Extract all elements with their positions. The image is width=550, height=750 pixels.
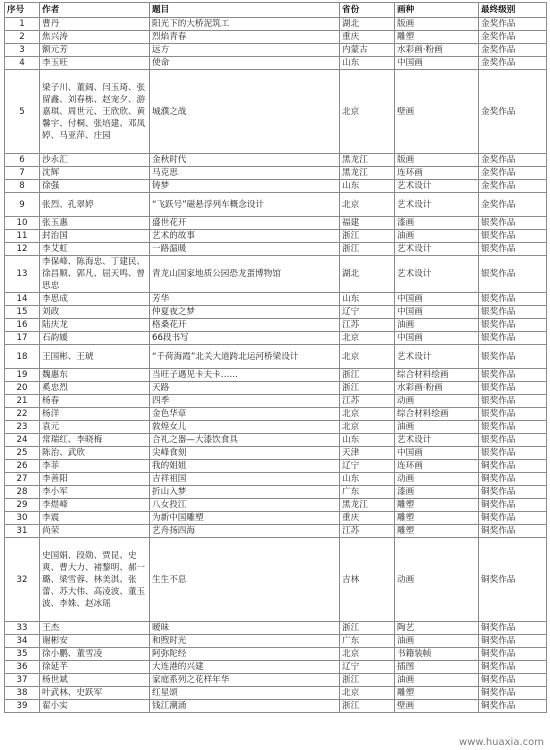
table-row [5, 332, 547, 345]
cell-title: 四季 [150, 395, 340, 408]
cell-medium: 综合材料绘画 [395, 369, 479, 382]
cell-author: 叶武林、史跃军 [40, 687, 150, 700]
cell-level: 金奖作品 [479, 154, 547, 167]
cell-province: 山东 [340, 293, 395, 306]
cell-author: 奚忠烈 [40, 382, 150, 395]
cell-medium: 动画 [395, 538, 479, 622]
cell-province: 广东 [340, 486, 395, 499]
table-row [5, 538, 547, 622]
cell-author: 李思成 [40, 293, 150, 306]
cell-title: 金色华章 [150, 408, 340, 421]
cell-medium: 艺术设计 [395, 345, 479, 369]
cell-title: 生生不息 [150, 538, 340, 622]
table-row [5, 421, 547, 434]
cell-medium: 艺术设计 [395, 256, 479, 293]
cell-level: 铜奖作品 [479, 525, 547, 538]
cell-province: 北京 [340, 687, 395, 700]
cell-title: 烈焰青春 [150, 31, 340, 44]
cell-no: 33 [5, 622, 40, 635]
cell-medium: 油画 [395, 635, 479, 648]
cell-title: 暧昧 [150, 622, 340, 635]
cell-author: 李艾虹 [40, 243, 150, 256]
cell-province: 湖北 [340, 256, 395, 293]
cell-no: 8 [5, 180, 40, 193]
cell-medium: 中国画 [395, 306, 479, 319]
cell-author: 刘政 [40, 306, 150, 319]
table-header [5, 3, 547, 18]
cell-province: 北京 [340, 408, 395, 421]
table-row [5, 447, 547, 460]
cell-level: 铜奖作品 [479, 622, 547, 635]
cell-medium: 漆画 [395, 486, 479, 499]
cell-no: 25 [5, 447, 40, 460]
cell-title: 吉祥祖国 [150, 473, 340, 486]
cell-level: 铜奖作品 [479, 648, 547, 661]
cell-medium: 油画 [395, 319, 479, 332]
cell-province: 浙江 [340, 700, 395, 713]
cell-level: 银奖作品 [479, 306, 547, 319]
cell-author: 王国彬、王琥 [40, 345, 150, 369]
cell-author: 沈辉 [40, 167, 150, 180]
cell-no: 17 [5, 332, 40, 345]
cell-no: 26 [5, 460, 40, 473]
cell-title: “飞跃号”磁悬浮列车概念设计 [150, 193, 340, 217]
table-row [5, 408, 547, 421]
table-row [5, 648, 547, 661]
cell-medium: 中国画 [395, 293, 479, 306]
cell-title: 为新中国雕塑 [150, 512, 340, 525]
table-row [5, 486, 547, 499]
cell-province: 北京 [340, 70, 395, 154]
cell-no: 6 [5, 154, 40, 167]
cell-medium: 连环画 [395, 460, 479, 473]
cell-level: 银奖作品 [479, 319, 547, 332]
cell-medium: 综合材料绘画 [395, 408, 479, 421]
cell-medium: 艺术设计 [395, 434, 479, 447]
cell-author: 李保峰、陈海忠、丁建民、徐昌顺、郭凡、屈天鸣、曾思忠 [40, 256, 150, 293]
cell-province: 重庆 [340, 31, 395, 44]
cell-province: 浙江 [340, 674, 395, 687]
cell-no: 39 [5, 700, 40, 713]
cell-title: 八女投江 [150, 499, 340, 512]
cell-province: 山东 [340, 57, 395, 70]
watermark: www.huaxia.com [459, 737, 544, 748]
cell-title: 仲夏夜之梦 [150, 306, 340, 319]
cell-level: 银奖作品 [479, 230, 547, 243]
table-row [5, 687, 547, 700]
table-row [5, 674, 547, 687]
cell-author: 张玉惠 [40, 217, 150, 230]
cell-title: 合礼之器—大漆饮食具 [150, 434, 340, 447]
cell-author: 魏惠东 [40, 369, 150, 382]
cell-author: 梁子川、董阔、闫玉琦、张留鑫、刘春栋、赵宠夕、游嘉琪、周世元、王欣欣、黄馨宇、付桐、张培建、邓凤婷、马亚萍、庄园 [40, 70, 150, 154]
cell-medium: 漆画 [395, 217, 479, 230]
table-row [5, 243, 547, 256]
cell-medium: 中国画 [395, 57, 479, 70]
cell-province: 北京 [340, 193, 395, 217]
cell-province: 山东 [340, 434, 395, 447]
cell-province: 黑龙江 [340, 499, 395, 512]
cell-no: 21 [5, 395, 40, 408]
cell-province: 黑龙江 [340, 167, 395, 180]
table-row [5, 217, 547, 230]
table-row [5, 395, 547, 408]
header-title: 题目 [150, 3, 340, 18]
cell-no: 18 [5, 345, 40, 369]
cell-level: 铜奖作品 [479, 486, 547, 499]
cell-medium: 雕塑 [395, 31, 479, 44]
cell-title: 敦煌女儿 [150, 421, 340, 434]
table-row [5, 230, 547, 243]
cell-no: 15 [5, 306, 40, 319]
cell-title: 钱江潮涌 [150, 700, 340, 713]
cell-province: 吉林 [340, 538, 395, 622]
cell-author: 袁元 [40, 421, 150, 434]
cell-author: 李善阳 [40, 473, 150, 486]
cell-province: 浙江 [340, 243, 395, 256]
award-table [4, 2, 547, 713]
cell-level: 金奖作品 [479, 167, 547, 180]
cell-no: 16 [5, 319, 40, 332]
cell-province: 重庆 [340, 512, 395, 525]
cell-level: 银奖作品 [479, 382, 547, 395]
cell-author: 额元芳 [40, 44, 150, 57]
cell-title: 盛世花开 [150, 217, 340, 230]
cell-medium: 连环画 [395, 167, 479, 180]
cell-medium: 油画 [395, 421, 479, 434]
cell-level: 金奖作品 [479, 193, 547, 217]
table-row [5, 256, 547, 293]
cell-no: 12 [5, 243, 40, 256]
cell-province: 天津 [340, 447, 395, 460]
cell-author: 杨世斌 [40, 674, 150, 687]
cell-medium: 陶艺 [395, 622, 479, 635]
cell-medium: 动画 [395, 395, 479, 408]
cell-medium: 壁画 [395, 700, 479, 713]
cell-medium: 艺术设计 [395, 193, 479, 217]
cell-no: 1 [5, 18, 40, 31]
cell-no: 36 [5, 661, 40, 674]
cell-title: 铸梦 [150, 180, 340, 193]
cell-title: 金秋时代 [150, 154, 340, 167]
cell-province: 江苏 [340, 319, 395, 332]
cell-author: 徐延芊 [40, 661, 150, 674]
table-row [5, 473, 547, 486]
cell-level: 铜奖作品 [479, 473, 547, 486]
table-row [5, 167, 547, 180]
cell-title: 芳华 [150, 293, 340, 306]
cell-level: 铜奖作品 [479, 687, 547, 700]
table-row [5, 18, 547, 31]
table-row [5, 382, 547, 395]
cell-province: 浙江 [340, 369, 395, 382]
table-row [5, 154, 547, 167]
cell-level: 银奖作品 [479, 421, 547, 434]
table-row [5, 306, 547, 319]
cell-author: 杨洋 [40, 408, 150, 421]
cell-level: 银奖作品 [479, 256, 547, 293]
table-row [5, 635, 547, 648]
cell-medium: 动画 [395, 473, 479, 486]
cell-author: 翟小实 [40, 700, 150, 713]
header-province: 省份 [340, 3, 395, 18]
cell-title: 远方 [150, 44, 340, 57]
cell-province: 黑龙江 [340, 154, 395, 167]
table-row [5, 44, 547, 57]
cell-no: 4 [5, 57, 40, 70]
cell-title: 城濮之战 [150, 70, 340, 154]
table-row [5, 512, 547, 525]
cell-title: 天路 [150, 382, 340, 395]
cell-level: 铜奖作品 [479, 700, 547, 713]
cell-level: 金奖作品 [479, 44, 547, 57]
cell-province: 内蒙古 [340, 44, 395, 57]
cell-title: 艺舟扬四海 [150, 525, 340, 538]
cell-no: 14 [5, 293, 40, 306]
cell-title: 尖峰食刻 [150, 447, 340, 460]
cell-province: 北京 [340, 648, 395, 661]
cell-author: 焦兴涛 [40, 31, 150, 44]
cell-title: 当旺子遇见卡夫卡…… [150, 369, 340, 382]
cell-level: 金奖作品 [479, 18, 547, 31]
cell-medium: 雕塑 [395, 499, 479, 512]
cell-medium: 中国画 [395, 332, 479, 345]
cell-no: 34 [5, 635, 40, 648]
cell-author: 封治国 [40, 230, 150, 243]
cell-province: 江苏 [340, 525, 395, 538]
table-row [5, 369, 547, 382]
cell-author: 曹丹 [40, 18, 150, 31]
cell-level: 金奖作品 [479, 70, 547, 154]
cell-author: 李菲 [40, 460, 150, 473]
cell-no: 30 [5, 512, 40, 525]
cell-author: 徐强 [40, 180, 150, 193]
cell-province: 山东 [340, 473, 395, 486]
cell-province: 北京 [340, 332, 395, 345]
table-row [5, 661, 547, 674]
cell-medium: 书籍装帧 [395, 648, 479, 661]
cell-title: 使命 [150, 57, 340, 70]
cell-medium: 雕塑 [395, 525, 479, 538]
cell-level: 银奖作品 [479, 217, 547, 230]
cell-province: 辽宁 [340, 306, 395, 319]
cell-medium: 中国画 [395, 447, 479, 460]
cell-title: 一路温暖 [150, 243, 340, 256]
table-body [5, 18, 547, 713]
cell-province: 辽宁 [340, 460, 395, 473]
cell-medium: 水彩画·粉画 [395, 382, 479, 395]
cell-no: 5 [5, 70, 40, 154]
cell-level: 金奖作品 [479, 180, 547, 193]
cell-title: 格桑花开 [150, 319, 340, 332]
table-row [5, 525, 547, 538]
cell-title: 马克思 [150, 167, 340, 180]
cell-level: 铜奖作品 [479, 499, 547, 512]
cell-province: 浙江 [340, 230, 395, 243]
cell-level: 银奖作品 [479, 395, 547, 408]
cell-level: 银奖作品 [479, 345, 547, 369]
cell-title: 青龙山国家地质公园恐龙蛋博物馆 [150, 256, 340, 293]
cell-no: 35 [5, 648, 40, 661]
cell-level: 银奖作品 [479, 369, 547, 382]
cell-level: 铜奖作品 [479, 512, 547, 525]
cell-no: 24 [5, 434, 40, 447]
cell-medium: 版画 [395, 154, 479, 167]
cell-author: 尚荣 [40, 525, 150, 538]
cell-author: 陆庆龙 [40, 319, 150, 332]
cell-level: 银奖作品 [479, 293, 547, 306]
cell-medium: 艺术设计 [395, 180, 479, 193]
cell-title: 66段书写 [150, 332, 340, 345]
cell-level: 银奖作品 [479, 434, 547, 447]
cell-title: 阳光下的大桥泥筑工 [150, 18, 340, 31]
cell-no: 32 [5, 538, 40, 622]
table-row [5, 622, 547, 635]
cell-level: 银奖作品 [479, 243, 547, 256]
cell-title: 家庭系列之花样年华 [150, 674, 340, 687]
cell-medium: 插图 [395, 661, 479, 674]
table-row [5, 57, 547, 70]
cell-no: 28 [5, 486, 40, 499]
cell-level: 金奖作品 [479, 57, 547, 70]
cell-medium: 壁画 [395, 70, 479, 154]
cell-no: 2 [5, 31, 40, 44]
cell-province: 广东 [340, 635, 395, 648]
cell-medium: 油画 [395, 674, 479, 687]
cell-title: 和煦时光 [150, 635, 340, 648]
cell-author: 李小军 [40, 486, 150, 499]
cell-no: 13 [5, 256, 40, 293]
cell-no: 27 [5, 473, 40, 486]
cell-level: 铜奖作品 [479, 635, 547, 648]
cell-province: 江苏 [340, 395, 395, 408]
cell-author: 杨春 [40, 395, 150, 408]
table-row [5, 193, 547, 217]
cell-author: 李震 [40, 512, 150, 525]
cell-medium: 雕塑 [395, 512, 479, 525]
cell-author: 李玉旺 [40, 57, 150, 70]
cell-author: 史国娟、段勋、贾昆、史爽、曹大力、褚黎明、郝一璐、梁雪蓉、林美淇、张蕾、苏大伟、高凌波、董玉波、李姝、赵冰瑶 [40, 538, 150, 622]
cell-author: 石韵媛 [40, 332, 150, 345]
cell-level: 银奖作品 [479, 447, 547, 460]
table-row [5, 31, 547, 44]
cell-title: 艺术的故事 [150, 230, 340, 243]
table-row [5, 180, 547, 193]
cell-province: 浙江 [340, 622, 395, 635]
header-author: 作者 [40, 3, 150, 18]
cell-medium: 水彩画·粉画 [395, 44, 479, 57]
cell-title: 我的姐姐 [150, 460, 340, 473]
cell-province: 辽宁 [340, 661, 395, 674]
cell-author: 陈治、武欣 [40, 447, 150, 460]
header-medium: 画种 [395, 3, 479, 18]
cell-medium: 版画 [395, 18, 479, 31]
cell-level: 铜奖作品 [479, 538, 547, 622]
cell-title: “千荷海霞”北关大道跨北运河桥梁设计 [150, 345, 340, 369]
cell-title: 红星颂 [150, 687, 340, 700]
cell-author: 李煜峰 [40, 499, 150, 512]
cell-province: 北京 [340, 345, 395, 369]
cell-no: 11 [5, 230, 40, 243]
cell-no: 29 [5, 499, 40, 512]
table-row [5, 499, 547, 512]
cell-no: 10 [5, 217, 40, 230]
cell-no: 3 [5, 44, 40, 57]
cell-province: 北京 [340, 421, 395, 434]
cell-author: 常瑞红、李晓梅 [40, 434, 150, 447]
header-no: 序号 [5, 3, 40, 18]
cell-no: 7 [5, 167, 40, 180]
cell-title: 大连港的兴建 [150, 661, 340, 674]
table-row [5, 70, 547, 154]
table-row [5, 293, 547, 306]
cell-province: 福建 [340, 217, 395, 230]
cell-province: 浙江 [340, 382, 395, 395]
cell-title: 折山入梦 [150, 486, 340, 499]
cell-province: 湖北 [340, 18, 395, 31]
cell-no: 9 [5, 193, 40, 217]
cell-author: 谢彬安 [40, 635, 150, 648]
cell-no: 22 [5, 408, 40, 421]
cell-no: 37 [5, 674, 40, 687]
cell-no: 31 [5, 525, 40, 538]
table-row [5, 319, 547, 332]
cell-level: 银奖作品 [479, 408, 547, 421]
cell-level: 铜奖作品 [479, 674, 547, 687]
cell-no: 23 [5, 421, 40, 434]
cell-author: 王杰 [40, 622, 150, 635]
cell-medium: 艺术设计 [395, 243, 479, 256]
table-row [5, 460, 547, 473]
cell-title: 阿弥陀经 [150, 648, 340, 661]
cell-level: 金奖作品 [479, 31, 547, 44]
table-row [5, 700, 547, 713]
cell-no: 38 [5, 687, 40, 700]
header-level: 最终级别 [479, 3, 547, 18]
cell-level: 铜奖作品 [479, 460, 547, 473]
cell-medium: 油画 [395, 230, 479, 243]
cell-medium: 雕塑 [395, 687, 479, 700]
cell-no: 19 [5, 369, 40, 382]
cell-province: 山东 [340, 180, 395, 193]
table-row [5, 434, 547, 447]
table-row [5, 345, 547, 369]
cell-author: 张烈、孔翠婷 [40, 193, 150, 217]
cell-no: 20 [5, 382, 40, 395]
cell-level: 银奖作品 [479, 332, 547, 345]
cell-author: 沙永汇 [40, 154, 150, 167]
cell-author: 徐小鹏、董雪凌 [40, 648, 150, 661]
cell-level: 铜奖作品 [479, 661, 547, 674]
